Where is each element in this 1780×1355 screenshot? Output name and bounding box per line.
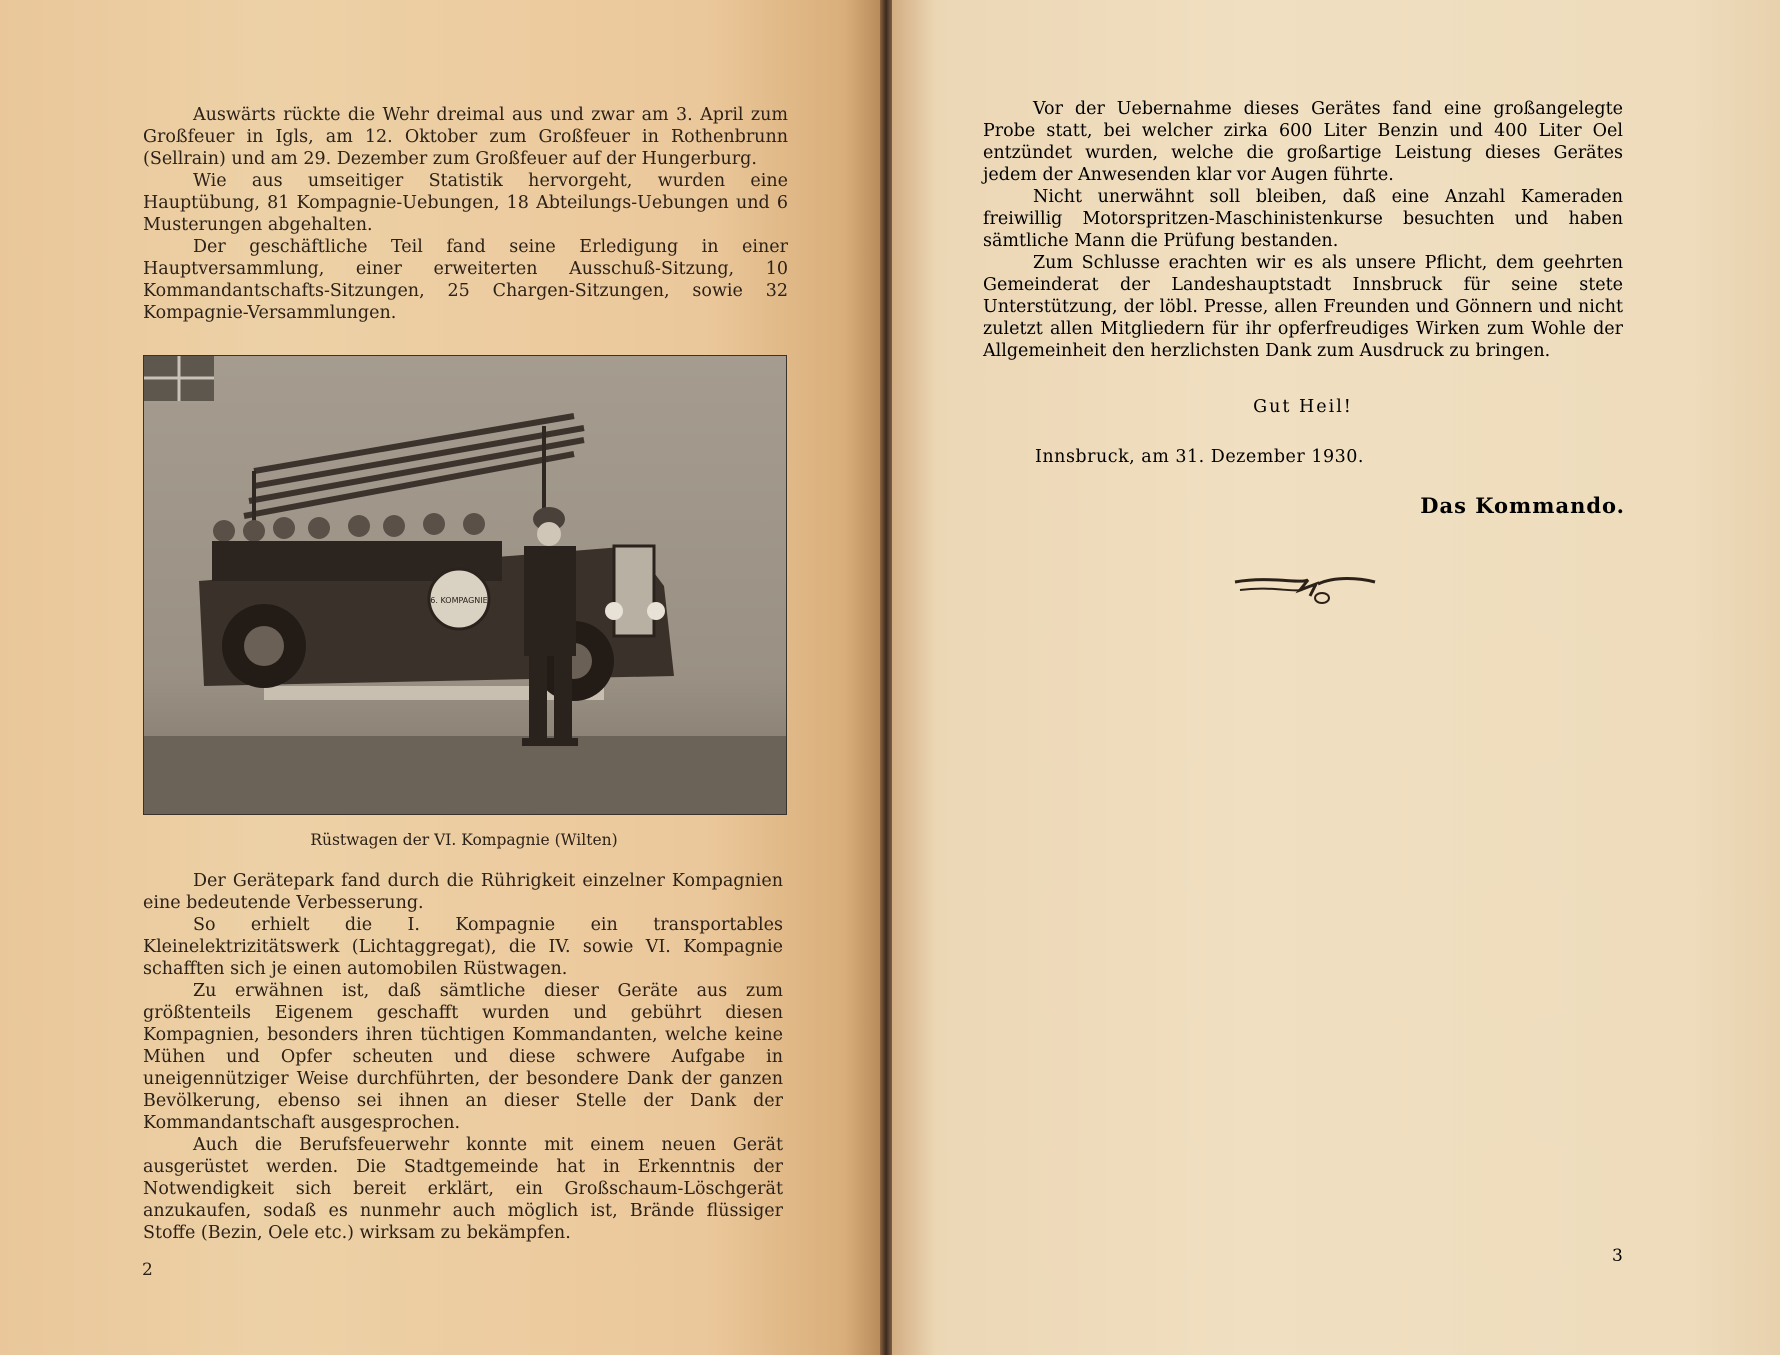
paragraph: Der Gerätepark fand durch die Rührigkeit einzelner Kompagnien eine bedeutende Verbesserung. [143,871,783,913]
paragraph: Vor der Uebernahme dieses Gerätes fand eine großangelegte Probe statt, bei welcher zirka 600 Liter Benzin und 400 Liter Oel entzündet wurden, welche die großartige Leistung dieses Gerätes jedem der Anwesenden klar vor Augen führte. [983,99,1623,185]
right-text [983,98,1623,362]
paragraph: Zum Schlusse erachten wir es als unsere Pflicht, dem geehrten Gemeinderat der Landeshauptstadt Innsbruck für seine stete Unterstützung, der löbl. Presse, allen Freunden und Gönnern und nicht zuletzt allen Mitgliedern für ihr opferfreudiges Wirken zum Wohle der Allgemeinheit den herzlichsten Dank zum Ausdruck zu bringen. [983,253,1623,361]
page-number-left: 2 [142,1260,153,1280]
dateline: Innsbruck, am 31. Dezember 1930. [1035,447,1364,467]
book-gutter [880,0,892,1355]
signature: Das Kommando. [1420,493,1625,518]
left-bottom-text [143,870,783,1244]
photo-caption: Rüstwagen der VI. Kompagnie (Wilten) [310,831,618,849]
paragraph: Auswärts rückte die Wehr dreimal aus und zwar am 3. April zum Großfeuer in Igls, am 12. Oktober zum Großfeuer in Rothenbrunn (Sellrain) und am 29. Dezember zum Großfeuer auf der Hungerburg. [143,105,788,169]
paragraph: Der geschäftliche Teil fand seine Erledigung in einer Hauptversammlung, einer erweiterten Ausschuß-Sitzung, 10 Kommandantschafts-Sitzungen, 25 Chargen-Sitzungen, sowie 32 Kompagnie-Versammlungen. [143,237,788,323]
paragraph: So erhielt die I. Kompagnie ein transportables Kleinelektrizitätswerk (Lichtaggregat), die IV. sowie VI. Kompagnie schafften sich je einen automobilen Rüstwagen. [143,915,783,979]
page-number-right: 3 [1612,1246,1623,1266]
left-page [0,0,880,1355]
paragraph: Zu erwähnen ist, daß sämtliche dieser Geräte aus zum größtenteils Eigenem geschafft wurden und gebührt diesen Kompagnien, besonders ihren tüchtigen Kommandanten, welche keine Mühen und Opfer scheuten und diese schwere Aufgabe in uneigennütziger Weise durchführten, der besondere Dank der ganzen Bevölkerung, ebenso sei ihnen an dieser Stelle der Dank der Kommandantschaft ausgesprochen. [143,981,783,1133]
ornament-icon [1230,570,1380,614]
paragraph: Wie aus umseitiger Statistik hervorgeht, wurden eine Hauptübung, 81 Kompagnie-Uebungen, 18 Abteilungs-Uebungen und 6 Musterungen abgehalten. [143,171,788,235]
fire-truck-photo [143,355,787,815]
paragraph: Nicht unerwähnt soll bleiben, daß eine Anzahl Kameraden freiwillig Motorspritzen-Maschinistenkurse besuchten und haben sämtliche Mann die Prüfung bestanden. [983,187,1623,251]
paragraph: Auch die Berufsfeuerwehr konnte mit einem neuen Gerät ausgerüstet werden. Die Stadtgemeinde hat in Erkenntnis der Notwendigkeit sich bereit erklärt, ein Großschaum-Löschgerät anzukaufen, sodaß es nunmehr auch möglich ist, Brände flüssiger Stoffe (Bezin, Oele etc.) wirksam zu bekämpfen. [143,1135,783,1243]
truck-badge: 6. KOMPAGNIE [430,596,488,605]
salute: Gut Heil! [1253,397,1353,417]
left-top-text [143,104,788,324]
